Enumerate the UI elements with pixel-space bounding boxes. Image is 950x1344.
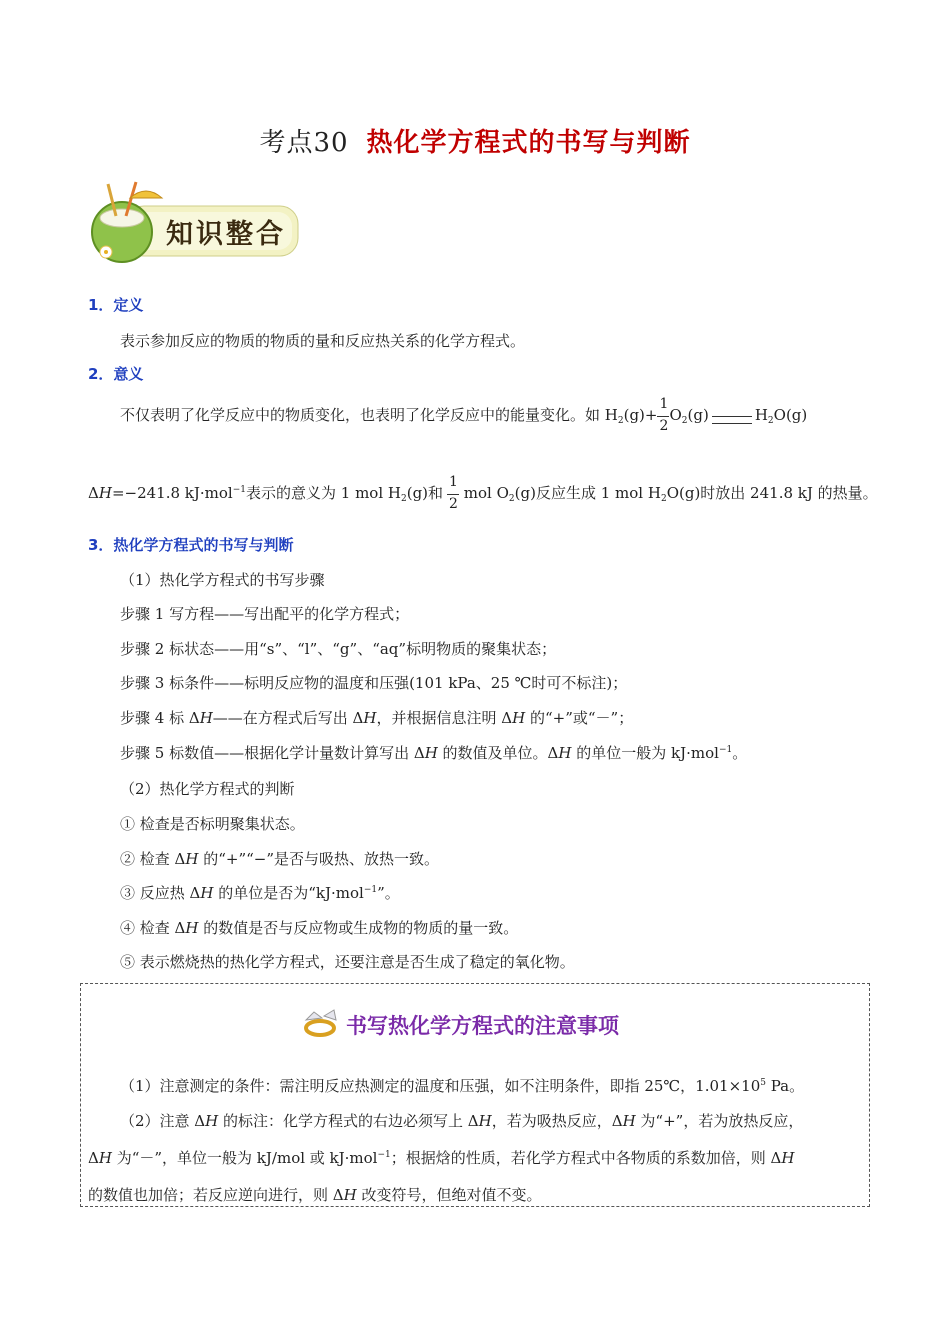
check-4: ④ 检查 ΔH 的数值是否与反应物或生成物的物质的量一致。 bbox=[120, 919, 519, 937]
title-text: 热化学方程式的书写与判断 bbox=[366, 128, 691, 158]
note-paragraph-2-cont: ΔH 为“－”，单位一般为 kJ/mol 或 kJ·mol$^{-1}$；根据焓的性质，若化学方程式中各物质的系数加倍，则 ΔH bbox=[88, 1149, 795, 1167]
note-title-text: 书写热化学方程式的注意事项 bbox=[346, 1014, 619, 1038]
ring-icon bbox=[298, 1008, 342, 1042]
note-paragraph-1: （1）注意测定的条件：需注明反应热测定的温度和压强，如不注明条件，即指 25℃，$1.01\times 10^5$ Pa。 bbox=[120, 1077, 805, 1095]
section-2-line-2: ΔH=−241.8 kJ·mol$^{-1}$表示的意义为 1 mol $H_2(g)$和 $\frac{1}{2}$ mol $O_2(g)$反应生成 1 mol $H_2O(g)$时放出 241.8 kJ 的热量。 bbox=[88, 474, 878, 512]
section-2-line-1: 不仅表明了化学反应中的物质变化，也表明了化学反应中的能量变化。如 $H_2(g)+$ $\frac{1}{2}$ $O_2(g)$ $H_2O(g)$ bbox=[120, 396, 808, 434]
step-2: 步骤 2 标状态——用“s”、“l”、“g”、“aq”标明物质的聚集状态； bbox=[120, 640, 557, 658]
subheading-writing-steps: （1）热化学方程式的书写步骤 bbox=[120, 571, 325, 589]
step-1: 步骤 1 写方程——写出配平的化学方程式； bbox=[120, 605, 410, 623]
page-title bbox=[0, 122, 950, 159]
section-2-heading: 2．意义 bbox=[88, 365, 144, 383]
step-5: 步骤 5 标数值——根据化学计量数计算写出 ΔH 的数值及单位。ΔH 的单位一般为 kJ·mol$^{-1}$。 bbox=[120, 744, 748, 762]
equals-sign bbox=[712, 416, 752, 424]
check-5: ⑤ 表示燃烧热的热化学方程式，还要注意是否生成了稳定的氧化物。 bbox=[120, 953, 575, 971]
step-3: 步骤 3 标条件——标明反应物的温度和压强(101 kPa、25 ℃时可不标注)； bbox=[120, 674, 628, 692]
note-paragraph-2: （2）注意 ΔH 的标注：化学方程式的右边必须写上 ΔH，若为吸热反应，ΔH 为“+”，若为放热反应， bbox=[120, 1112, 804, 1130]
section-1-heading: 1．定义 bbox=[88, 296, 144, 314]
note-paragraph-2-end: 的数值也加倍；若反应逆向进行，则 ΔH 改变符号，但绝对值不变。 bbox=[88, 1186, 542, 1204]
fraction-half-2: $\frac{1}{2}$ bbox=[449, 474, 458, 512]
check-3: ③ 反应热 ΔH 的单位是否为“kJ·mol$^{-1}$”。 bbox=[120, 884, 400, 902]
title-number: 考点30 bbox=[259, 128, 349, 158]
step-4: 步骤 4 标 ΔH——在方程式后写出 ΔH，并根据信息注明 ΔH 的“+”或“－”； bbox=[120, 709, 634, 727]
subheading-judgement: （2）热化学方程式的判断 bbox=[120, 780, 295, 798]
check-1: ① 检查是否标明聚集状态。 bbox=[120, 815, 305, 833]
fraction-half: $\frac{1}{2}$ bbox=[659, 396, 669, 434]
section-1-body: 表示参加反应的物质的物质的量和反应热关系的化学方程式。 bbox=[120, 332, 526, 350]
knowledge-banner bbox=[86, 180, 304, 268]
note-title bbox=[298, 1008, 698, 1044]
check-2: ② 检查 ΔH 的“+”“−”是否与吸热、放热一致。 bbox=[120, 850, 440, 868]
banner-label: 知识整合 bbox=[166, 219, 286, 250]
section-3-heading: 3．热化学方程式的书写与判断 bbox=[88, 536, 294, 554]
